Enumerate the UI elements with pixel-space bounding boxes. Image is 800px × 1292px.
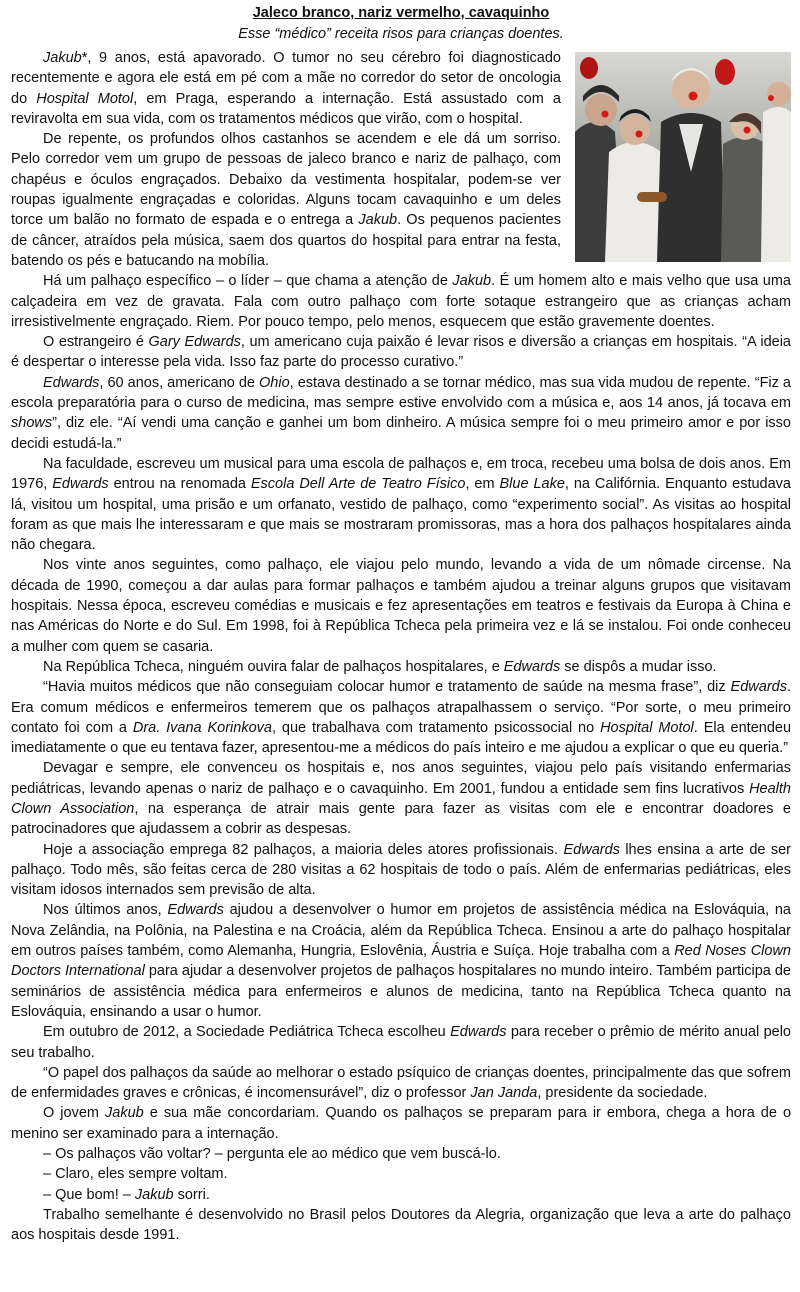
text-run: , estava destinado a se tornar médico, mas sua vida mudou de repente. “Fiz a escola preparatória para o curso de medicina, mas sempre estive envolvido com a música e, aos 14 anos, já tocava em	[11, 374, 791, 412]
clown-doctors-photo	[575, 52, 791, 262]
article-paragraph	[11, 332, 791, 373]
italic-run: Jakub	[43, 50, 82, 66]
italic-run: Hospital Motol	[36, 90, 134, 107]
text-run: Em outubro de 2012, a Sociedade Pediátrica Tcheca escolheu	[43, 1024, 451, 1041]
italic-run: Edwards	[730, 679, 787, 696]
text-run: se dispôs a mudar isso.	[560, 658, 717, 675]
italic-run: Edwards	[43, 374, 100, 391]
article-title: Jaleco branco, nariz vermelho, cavaquinho	[252, 5, 550, 21]
text-run: – Que bom! –	[43, 1186, 135, 1203]
article-paragraph	[11, 1063, 791, 1104]
text-run: Trabalho semelhante é desenvolvido no Brasil pelos Doutores da Alegria, organização que leva a arte do palhaço aos hospitais desde 1991.	[11, 1206, 791, 1244]
italic-run: Edwards	[167, 902, 224, 919]
text-run: Há um palhaço específico – o líder – que chama a atenção de	[43, 273, 453, 290]
italic-run: Edwards	[52, 476, 109, 493]
text-run: sorri.	[173, 1186, 210, 1203]
text-run: lhes ensina a arte de ser palhaço. Todo mês, são feitas cerca de 280 visitas a 62 hospitais de todo o país. Além de enfermarias pediátricas, eles visitam idosos internados sem previsão de alta.	[11, 841, 791, 899]
italic-run: Hospital Motol	[600, 719, 694, 736]
italic-run: Jakub	[105, 1105, 144, 1122]
italic-run: Jan Janda	[470, 1085, 538, 1102]
text-run: ajudou a desenvolver o humor em projetos de assistência médica na Eslováquia, na Nova Zelândia, na Polônia, na Palestina e na Croácia, além da República Tcheca. Ensinou a arte do palhaço hospitalar em outros países também, como Alemanha, Hungria, Eslovênia, Áustria e Suíça. Hoje trabalha com a	[11, 902, 791, 960]
italic-run: Edwards	[563, 841, 620, 858]
article-paragraph	[11, 758, 791, 839]
article-paragraph	[11, 840, 791, 901]
italic-run: Ohio	[259, 374, 290, 391]
text-run: , na Califórnia. Enquanto estudava lá, visitou um hospital, uma prisão e um orfanato, vestido de palhaço, como “experimento social”. As visitas ao hospital foram as que mais lhe interessaram e que mais se mostraram promissoras, mas a hora dos palhaços hospitalares ainda não chegara.	[11, 476, 791, 554]
article-paragraph	[11, 271, 791, 332]
article-paragraph	[11, 454, 791, 555]
text-run: , em Praga, esperando a internação. Está assustado com a reviravolta em sua vida, com os tratamentos médicos que virão, com o hospital.	[11, 90, 561, 127]
text-run: , que trabalhava com tratamento psicossocial no	[271, 719, 601, 736]
text-run: “Havia muitos médicos que não conseguiam colocar humor e tratamento de saúde na mesma frase”, diz	[43, 679, 731, 696]
text-run: O jovem	[43, 1105, 106, 1122]
article-paragraph	[11, 1022, 791, 1063]
italic-run: Red Noses Clown Doctors International	[11, 943, 791, 980]
text-run: , um americano cuja paixão é levar risos e diversão a crianças em hospitais. “A ideia é despertar o interesse pela vida. Isso faz parte do processo curativo.”	[11, 334, 791, 371]
text-run: De repente, os profundos olhos castanhos se acendem e ele dá um sorriso. Pelo corredor vem um grupo de pessoas de jaleco branco e nariz de palhaço, com chapéus e óculos engraçados. Debaixo da vestimenta hospitalar, podem-se ver roupas igualmente engraçadas e coloridas. Alguns tocam cavaquinho e um deles torce um balão no formato de espada e o entrega a	[11, 131, 561, 229]
italic-run: Gary Edwards	[148, 334, 241, 351]
italic-run: Jakub	[358, 212, 398, 229]
article-paragraph	[11, 1205, 791, 1246]
article-paragraph	[11, 1164, 791, 1184]
text-run: Nos vinte anos seguintes, como palhaço, ele viajou pelo mundo, levando a vida de um nômade circense. Na década de 1990, começou a dar aulas para formar palhaços e também ajudou a treinar alguns grupos que visitavam hospitais. Nessa época, escreveu comédias e musicais e fez apresentações em teatros e festivais da Europa à China e nas Américas do Norte e do Sul. Em 1998, foi à República Tcheca pela primeira vez e lá se instalou. Foi onde conheceu a mulher com quem se casaria.	[11, 557, 791, 655]
italic-run: Jakub	[134, 1186, 174, 1203]
article-body	[11, 48, 791, 1246]
text-run: – Os palhaços vão voltar? – pergunta ele ao médico que vem buscá-lo.	[43, 1146, 501, 1163]
text-run: – Claro, eles sempre voltam.	[43, 1166, 228, 1183]
text-run: para ajudar a desenvolver projetos de palhaços hospitalares no mundo inteiro. Também participa de seminários de assistência médica para enfermeiros e alunos de medicina, tanto na República Tcheca quanto na Eslováquia, ensinando a usar o humor.	[11, 963, 791, 1020]
text-run: Na faculdade, escreveu um musical para uma escola de palhaços e, em troca, recebeu uma bolsa de dois anos. Em 1976,	[11, 455, 791, 493]
italic-run: Blue Lake	[499, 476, 565, 493]
italic-run: Jakub	[452, 273, 492, 290]
text-run: ”, diz ele. “Aí vendi uma canção e ganhei um bom dinheiro. A música sempre foi o meu primeiro amor e por isso decidi estudá-la.”	[11, 415, 791, 452]
text-run: . Os pequenos pacientes de câncer, atraídos pela música, saem dos quartos do hospital para entrar na festa, batendo os pés e batucando na mobília.	[11, 212, 561, 269]
italic-run: Escola Dell Arte de Teatro Físico	[250, 476, 466, 493]
text-run: O estrangeiro é	[43, 334, 149, 351]
text-run: , presidente da sociedade.	[537, 1085, 708, 1102]
text-run: , em	[465, 476, 500, 493]
article-paragraph	[11, 373, 791, 454]
article-paragraph	[11, 1103, 791, 1144]
article-paragraph	[11, 555, 791, 656]
text-run: para receber o prêmio de mérito anual pelo seu trabalho.	[11, 1024, 791, 1061]
text-run: Hoje a associação emprega 82 palhaços, a maioria deles atores profissionais.	[43, 841, 564, 858]
text-run: . É um homem alto e mais velho que usa uma calçadeira em vez de gravata. Fala com outro palhaço com forte sotaque estrangeiro que as crianças acham irresistivelmente engraçado. Riem. Por pouco tempo, pelo menos, esquecem que estão gravemente doentes.	[11, 273, 791, 330]
text-run: *, 9 anos, está apavorado. O tumor no seu cérebro foi diagnosticado recentemente e agora ele está em pé com a mãe no corredor do setor de oncologia do	[11, 50, 561, 107]
article-subtitle: Esse “médico” receita risos para crianças doentes.	[238, 26, 564, 42]
text-run: , 60 anos, americano de	[99, 374, 260, 391]
italic-run: Dra. Ivana Korinkova	[132, 719, 272, 736]
text-run: , na esperança de atrair mais gente para fazer as visitas com ele e encontrar doadores e patrocinadores que ajudassem a cobrir as despesas.	[11, 800, 791, 838]
text-run: entrou na renomada	[108, 476, 251, 493]
italic-run: shows	[11, 415, 53, 432]
italic-run: Edwards	[503, 658, 561, 675]
text-run: e sua mãe concordariam. Quando os palhaços se preparam para ir embora, chega a hora de o menino ser examinado para a internação.	[11, 1105, 792, 1142]
article-paragraph	[11, 900, 791, 1022]
italic-run: Edwards	[450, 1024, 507, 1041]
text-run: Devagar e sempre, ele convenceu os hospitais e, nos anos seguintes, viajou pelo país visitando enfermarias pediátricas, levando apenas o nariz de palhaço e o cavaquinho. Em 2001, fundou a entidade sem fins lucrativos	[11, 760, 791, 797]
article-paragraph	[11, 657, 791, 677]
article-paragraph	[11, 1185, 791, 1205]
text-run: . Era comum médicos e enfermeiros temerem que os palhaços atrapalhassem o serviço. “Por sorte, o meu primeiro contato foi com a	[11, 679, 791, 736]
article-paragraph	[11, 1144, 791, 1164]
text-run: Na República Tcheca, ninguém ouvira falar de palhaços hospitalares, e	[43, 658, 504, 675]
text-run: Nos últimos anos,	[43, 902, 168, 919]
text-run: . Ela entendeu imediatamente o que eu tentava fazer, apresentou-me a médicos do país inteiro e me ajudou a explicar o que eu queria.”	[11, 719, 792, 757]
text-run: “O papel dos palhaços da saúde ao melhorar o estado psíquico de crianças doentes, principalmente das que sofrem de enfermidades graves e crônicas, é incomensurável”, diz o professor	[11, 1064, 792, 1102]
article	[11, 4, 791, 1246]
article-paragraph	[11, 677, 791, 758]
italic-run: Health Clown Association	[11, 780, 791, 817]
